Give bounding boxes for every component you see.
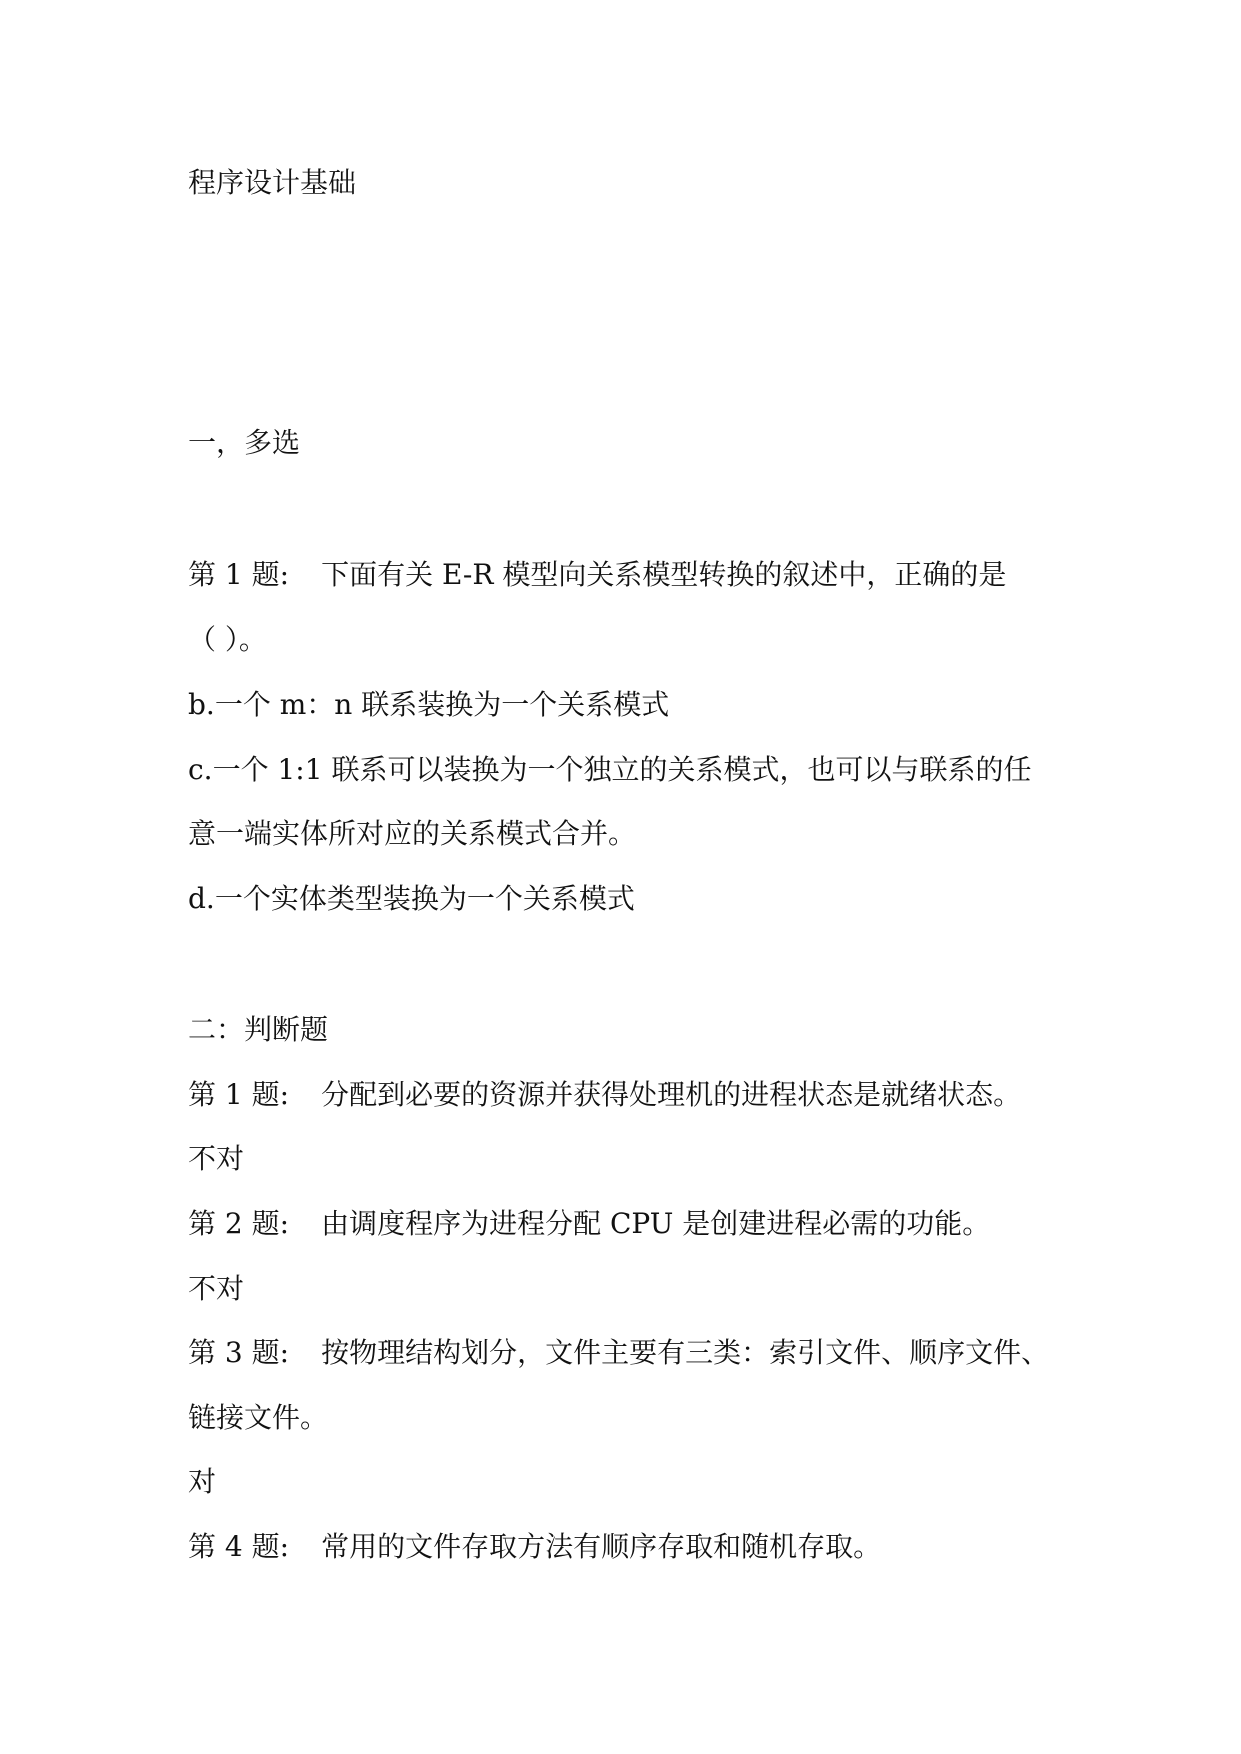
question-number: 第 1 题: (188, 1078, 290, 1111)
judge-answer-1: 不对 (188, 1142, 245, 1175)
question-text-continuation: （ ）。 (188, 623, 267, 656)
option-b: b.一个 m：n 联系装换为一个关系模式 (188, 688, 670, 721)
section-heading-multiple-choice: 一，多选 (188, 426, 301, 459)
question-text: 下面有关 E-R 模型向关系模型转换的叙述中，正确的是 (321, 558, 1007, 591)
judge-question-3-continuation: 链接文件。 (188, 1401, 329, 1434)
judge-question-1 (188, 1077, 1021, 1113)
question-number: 第 1 题: (188, 558, 290, 591)
question-1-stem (188, 557, 1006, 593)
question-text: 由调度程序为进程分配 CPU 是创建进程必需的功能。 (321, 1207, 991, 1240)
question-number: 第 3 题: (188, 1336, 290, 1369)
question-text: 常用的文件存取方法有顺序存取和随机存取。 (321, 1530, 882, 1563)
option-c: c.一个 1:1 联系可以装换为一个独立的关系模式，也可以与联系的任 (188, 753, 1032, 786)
judge-question-2 (188, 1206, 990, 1242)
question-text: 按物理结构划分，文件主要有三类：索引文件、顺序文件、 (321, 1336, 1050, 1369)
judge-answer-3: 对 (188, 1465, 217, 1498)
judge-question-4 (188, 1529, 881, 1565)
question-text: 分配到必要的资源并获得处理机的进程状态是就绪状态。 (321, 1078, 1022, 1111)
option-c-continuation: 意一端实体所对应的关系模式合并。 (188, 817, 637, 850)
judge-question-3 (188, 1335, 1049, 1371)
question-number: 第 4 题: (188, 1530, 290, 1563)
judge-answer-2: 不对 (188, 1272, 245, 1305)
question-number: 第 2 题: (188, 1207, 290, 1240)
option-d: d.一个实体类型装换为一个关系模式 (188, 882, 635, 915)
section-heading-true-false: 二：判断题 (188, 1013, 329, 1046)
document-title: 程序设计基础 (188, 166, 357, 199)
